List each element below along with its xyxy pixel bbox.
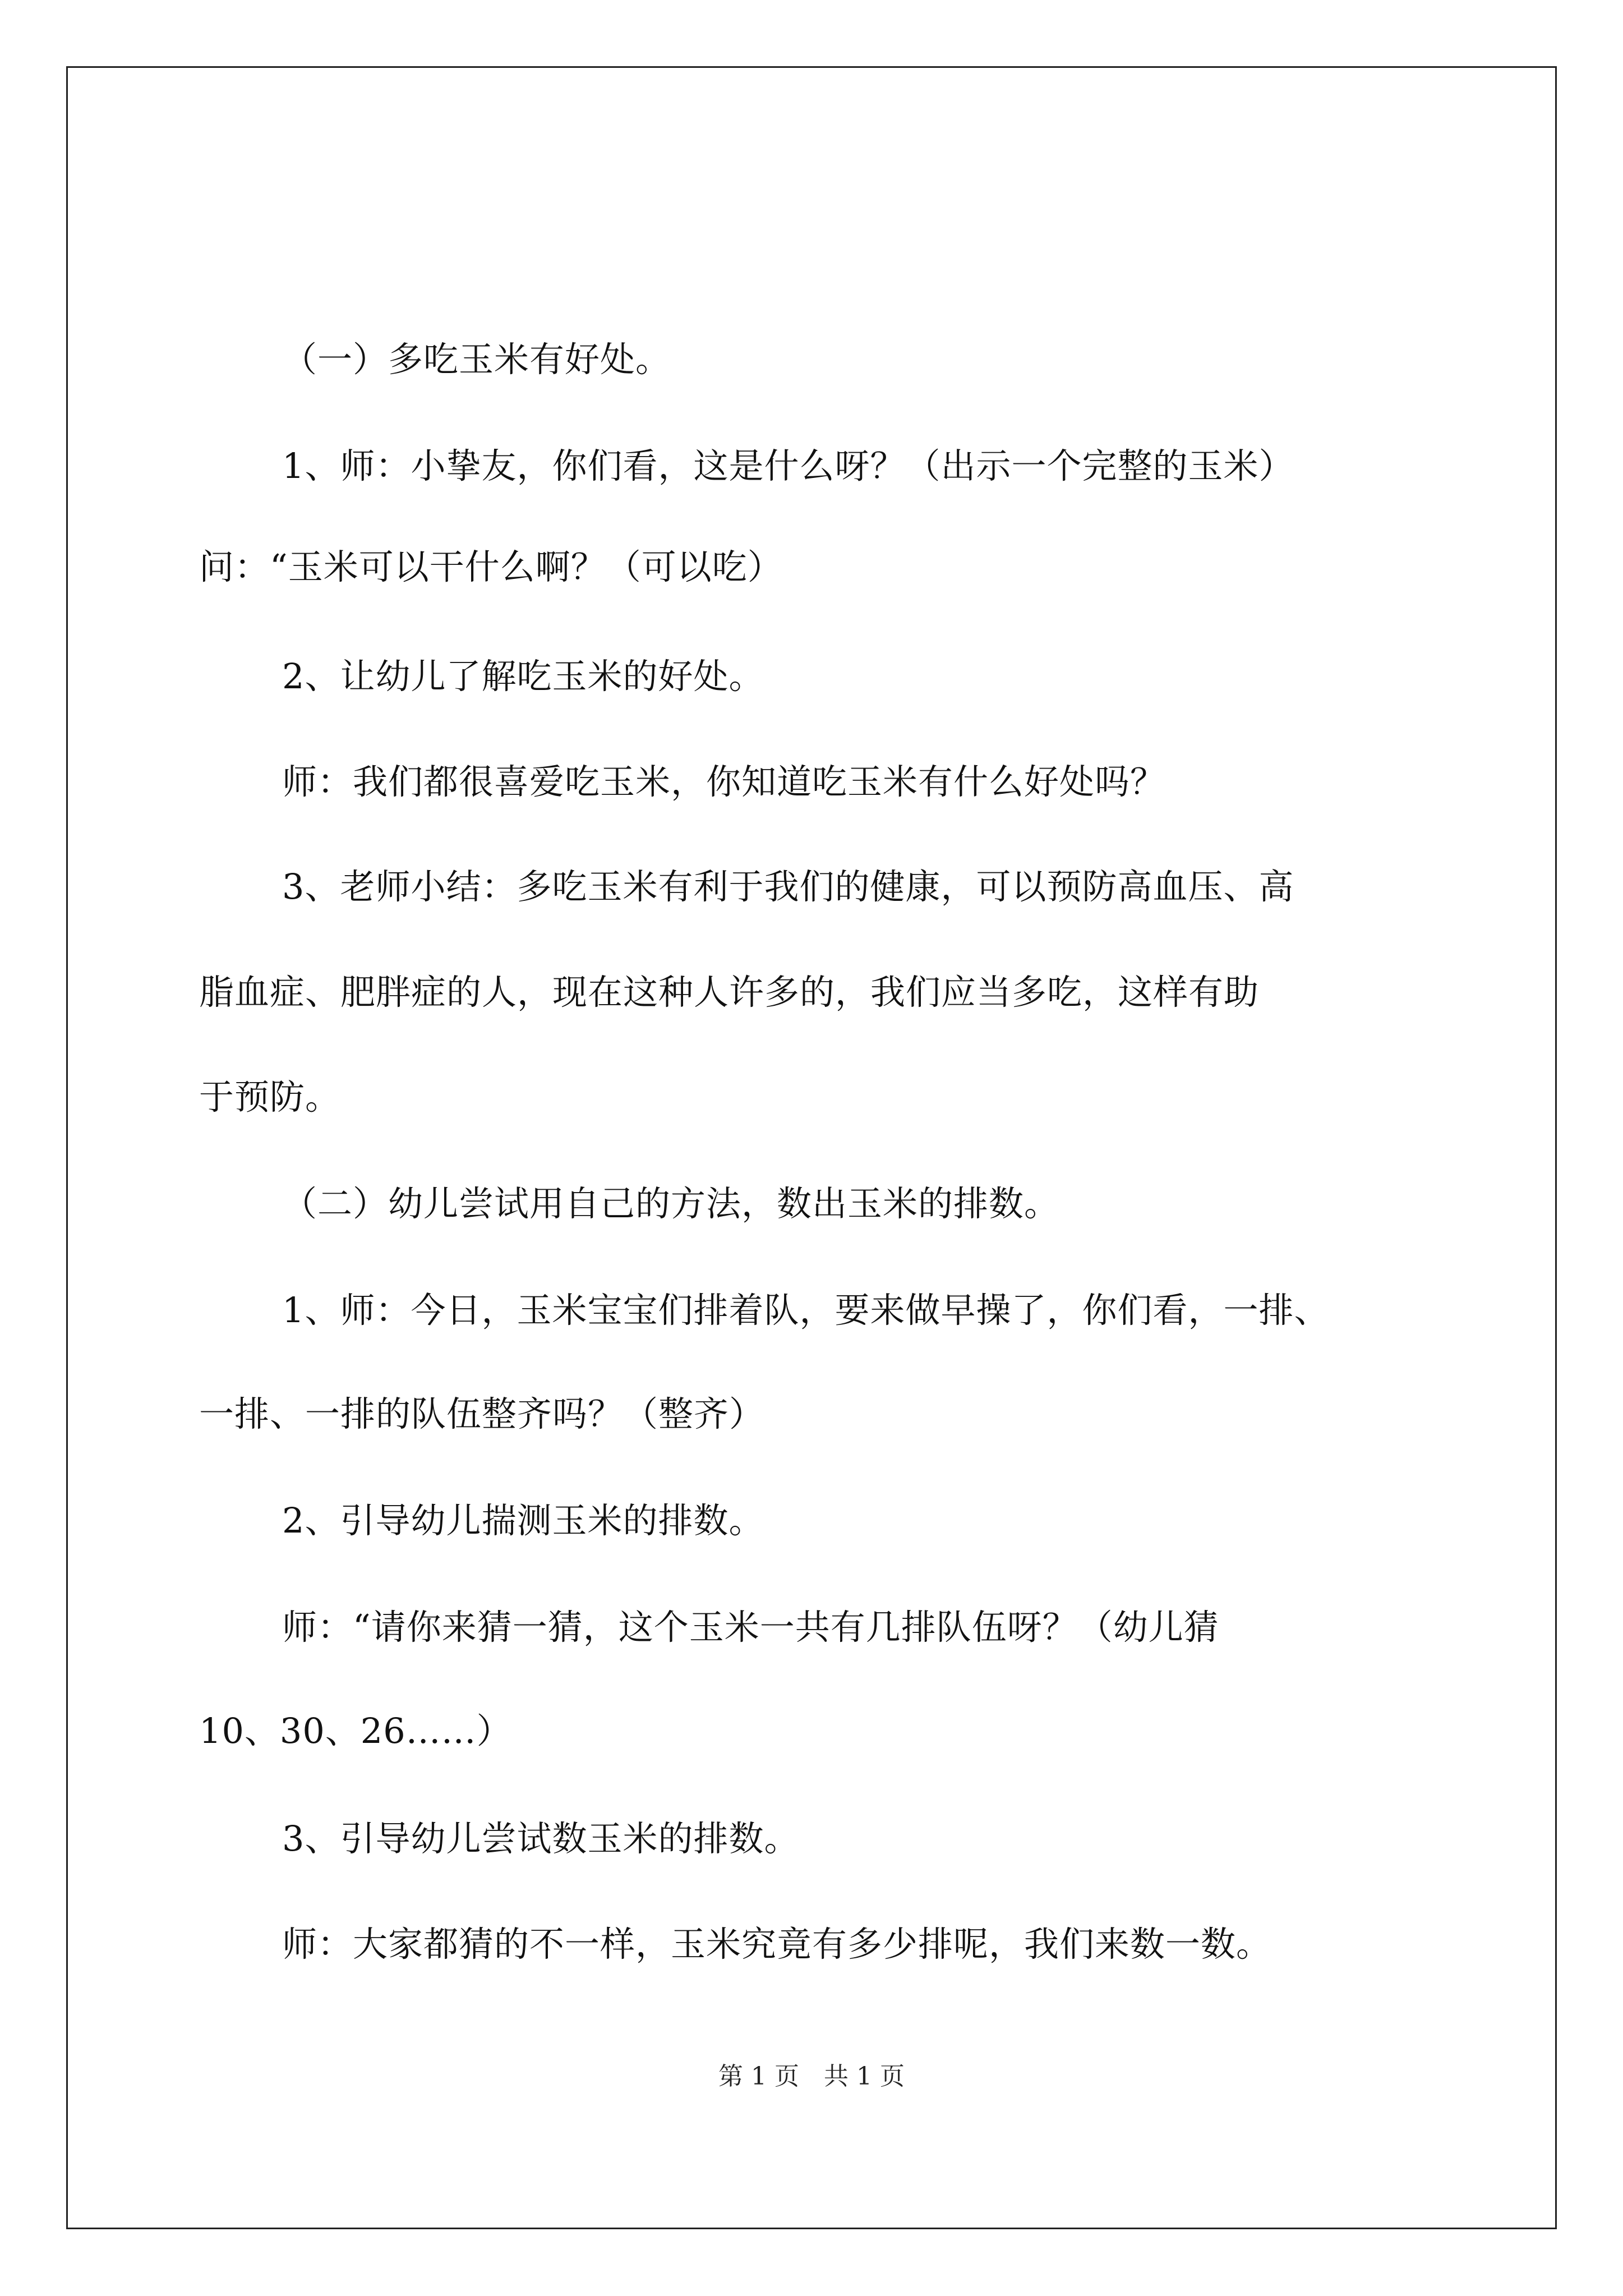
page-number: 第 1 页 共 1 页 xyxy=(718,2062,905,2091)
paragraph-line: 2、让幼儿了解吃玉米的好处。 xyxy=(282,656,764,697)
paragraph-line: 师：大家都猜的不一样，玉米究竟有多少排呢，我们来数一数。 xyxy=(282,1924,1272,1964)
paragraph-line: 3、老师小结：多吃玉米有利于我们的健康，可以预防高血压、高 xyxy=(282,866,1294,907)
page-border xyxy=(66,66,1557,2229)
paragraph-line: 1、师：小挚友，你们看，这是什么呀？（出示一个完整的玉米） xyxy=(282,445,1294,486)
paragraph-line: 问：“玉米可以干什么啊？（可以吃） xyxy=(199,546,783,587)
paragraph-line: 1、师：今日，玉米宝宝们排着队，要来做早操了，你们看，一排、 xyxy=(282,1290,1330,1331)
paragraph-line: 于预防。 xyxy=(199,1076,341,1117)
paragraph-line: 2、引导幼儿揣测玉米的排数。 xyxy=(282,1500,764,1541)
section-heading-1: （一）多吃玉米有好处。 xyxy=(282,339,671,380)
paragraph-line: 10、30、26……） xyxy=(199,1710,512,1751)
paragraph-line: 师：“请你来猜一猜，这个玉米一共有几排队伍呀？（幼儿猜 xyxy=(282,1607,1219,1648)
paragraph-line: 3、引导幼儿尝试数玉米的排数。 xyxy=(282,1818,800,1859)
paragraph-line: 脂血症、肥胖症的人，现在这种人许多的，我们应当多吃，这样有助 xyxy=(199,972,1260,1013)
section-heading-2: （二）幼儿尝试用自己的方法，数出玉米的排数。 xyxy=(282,1183,1060,1224)
paragraph-line: 一排、一排的队伍整齐吗？（整齐） xyxy=(199,1393,765,1434)
paragraph-line: 师：我们都很喜爱吃玉米，你知道吃玉米有什么好处吗？ xyxy=(282,761,1166,802)
